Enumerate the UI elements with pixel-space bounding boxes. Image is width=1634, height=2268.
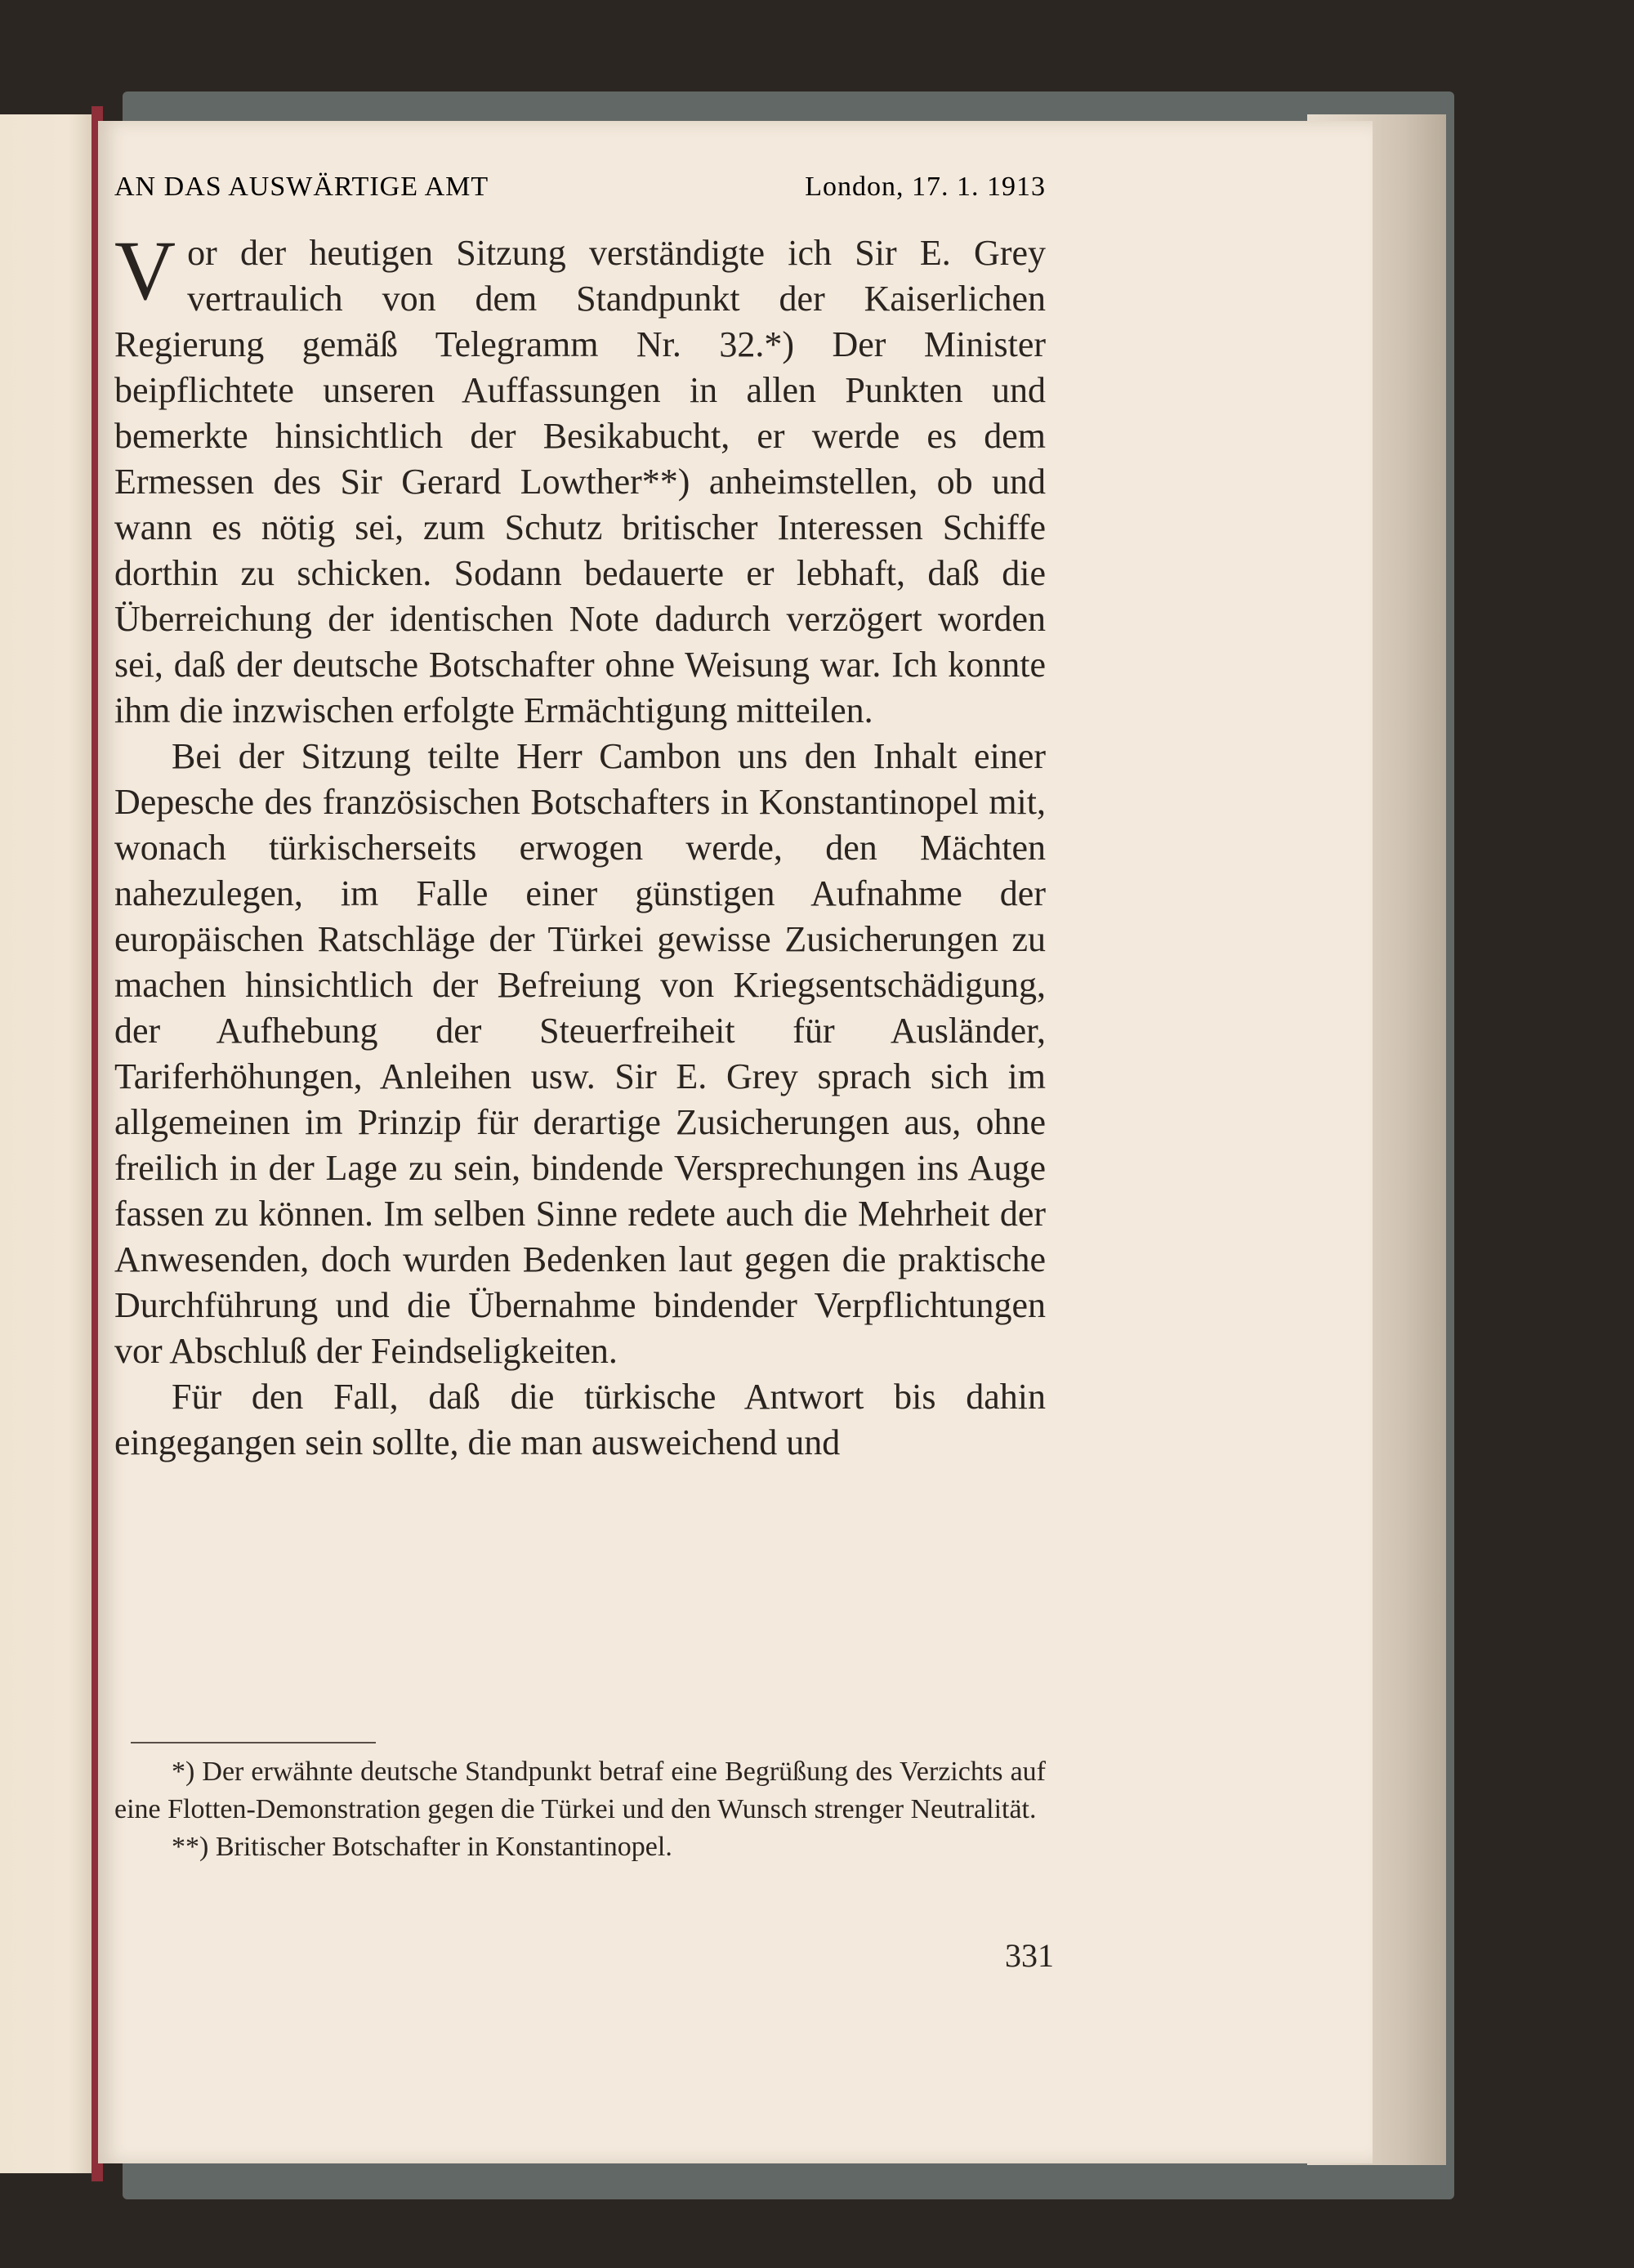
footnote-rule [131,1742,376,1743]
page-number: 331 [1005,1937,1054,1974]
drop-cap: V [114,224,176,318]
facing-page-edge [0,114,98,2173]
footnotes [114,1753,1046,1866]
running-head-date: London, 17. 1. 1913 [805,172,1046,202]
paragraph-3: Für den Fall, daß die türkische Antwort bis dahin eingegangen sein sollte, die man ausweichend und [114,1377,1046,1462]
footnote-1: *) Der erwähnte deutsche Standpunkt betraf eine Begrüßung des Verzichts auf eine Flotten-Demonstration gegen die Türkei und den Wunsch strenger Neutralität. [114,1757,1046,1824]
body-text [114,224,1046,1466]
paragraph-1-text: or der heutigen Sitzung verständigte ich Sir E. Grey vertraulich von dem Standpunkt der Kaiserlichen Regierung gemäß Telegramm Nr. 32.*) Der Minister beipflichtete unseren Auffassungen in allen Punkten und bemerkte hinsichtlich der Besikabucht, er werde es dem Ermessen des Sir Gerard Lowther**) anheimstellen, ob und wann es nötig sei, zum Schutz britischer Interessen Schiffe dorthin zu schicken. Sodann bedauerte er lebhaft, daß die Überreichung der identischen Note dadurch verzögert worden sei, daß der deutsche Botschafter ohne Weisung war. Ich konnte ihm die inzwischen erfolgte Ermächtigung mitteilen. [114,233,1046,730]
paragraph-2: Bei der Sitzung teilte Herr Cambon uns den Inhalt einer Depesche des französischen Botschafters in Konstantinopel mit, wonach türkischerseits erwogen werde, den Mächten nahezulegen, im Falle einer günstigen Aufnahme der europäischen Ratschläge der Türkei gewisse Zusicherungen zu machen hinsichtlich der Befreiung von Kriegsentschädigung, der Aufhebung der Steuerfreiheit für Ausländer, Tariferhöhungen, Anleihen usw. Sir E. Grey sprach sich im allgemeinen im Prinzip für derartige Zusicherungen aus, ohne freilich in der Lage zu sein, bindende Versprechungen ins Auge fassen zu können. Im selben Sinne redete auch die Mehrheit der Anwesenden, doch wurden Bedenken laut gegen die praktische Durchführung und die Übernahme bindender Verpflichtungen vor Abschluß der Feindseligkeiten. [114,736,1046,1371]
running-head [114,172,1046,212]
paragraph-1 [114,224,1046,734]
running-head-title: AN DAS AUSWÄRTIGE AMT [114,172,489,202]
footnote-2: **) Britischer Botschafter in Konstantinopel. [172,1832,672,1862]
